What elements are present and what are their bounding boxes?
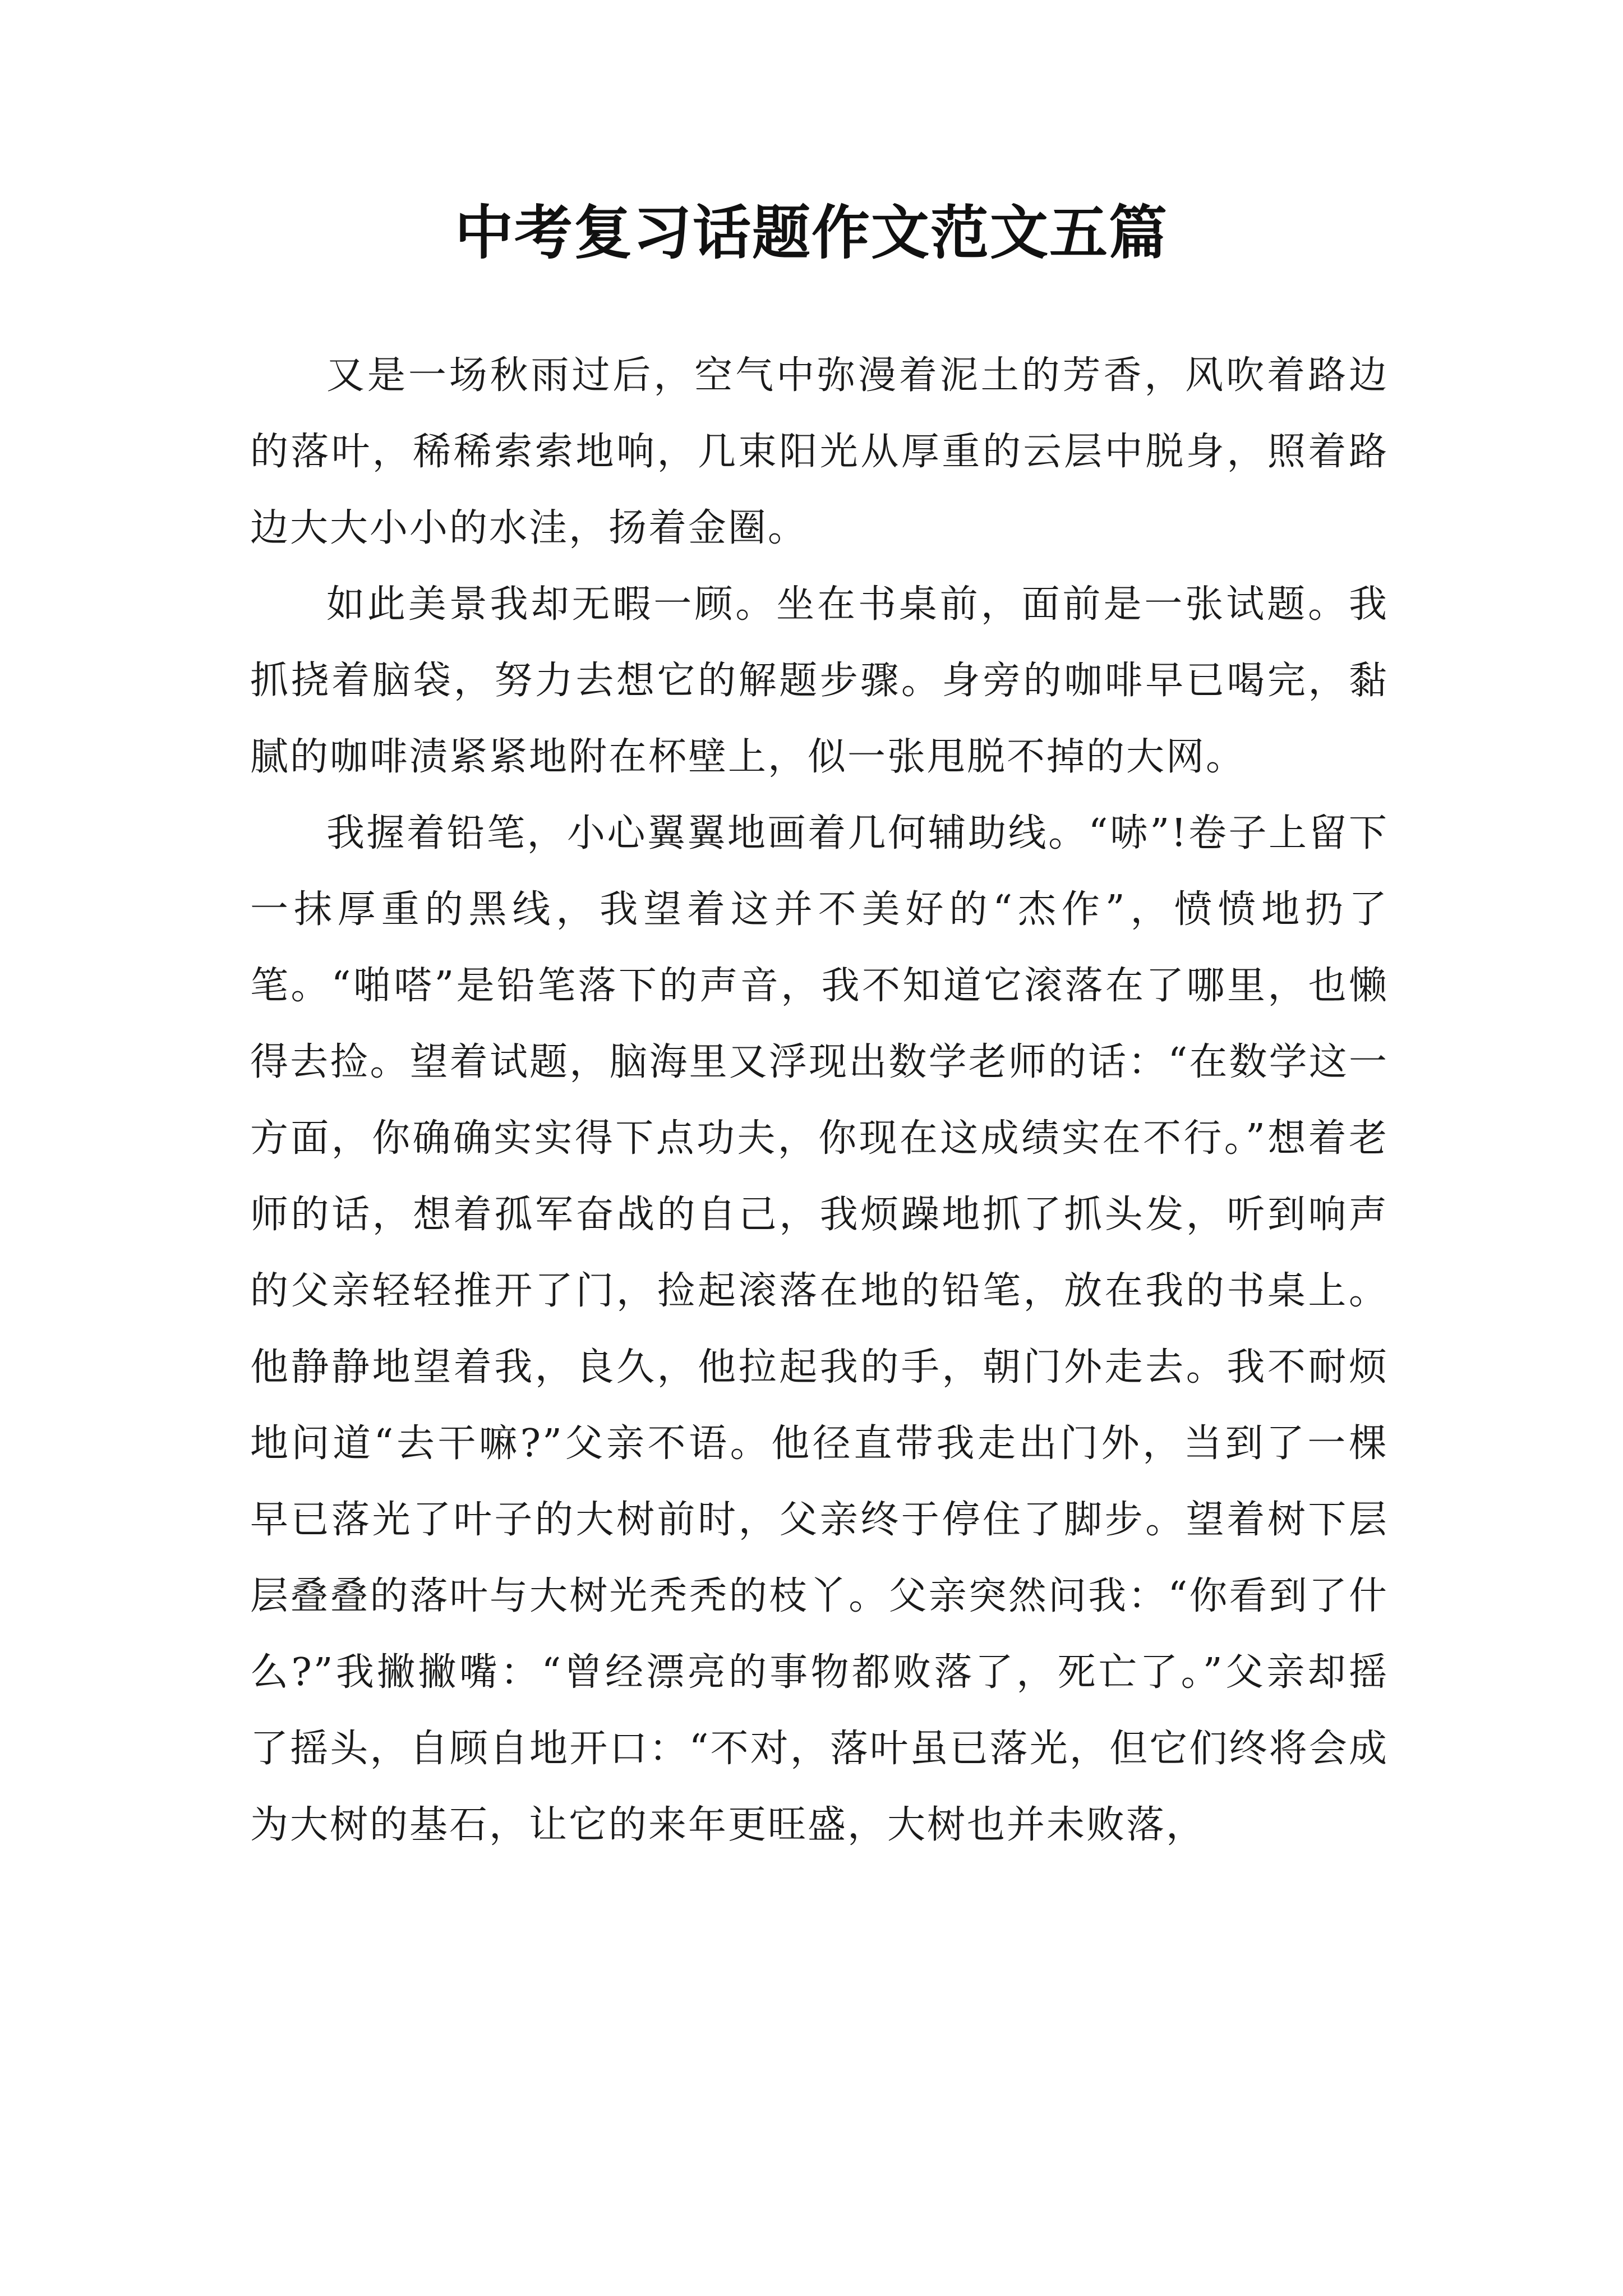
document-title: 中考复习话题作文范文五篇 [454,198,1168,267]
paragraph: 如此美景我却无暇一顾。坐在书桌前，面前是一张试题。我抓挠着脑袋，努力去想它的解题步骤。身旁的咖啡早已喝完，黏腻的咖啡渍紧紧地附在杯壁上，似一张甩脱不掉的大网。 [250,582,1389,779]
document-body [250,338,1389,1864]
paragraph: 我握着铅笔，小心翼翼地画着几何辅助线。“哧”!卷子上留下一抹厚重的黑线，我望着这并不美好的“杰作”，愤愤地扔了笔。“啪嗒”是铅笔落下的声音，我不知道它滚落在了哪里，也懒得去捡。望着试题，脑海里又浮现出数学老师的话：“在数学这一方面，你确确实实得下点功夫，你现在这成绩实在不行。”想着老师的话，想着孤军奋战的自己，我烦躁地抓了抓头发，听到响声的父亲轻轻推开了门，捡起滚落在地的铅笔，放在我的书桌上。他静静地望着我，良久，他拉起我的手，朝门外走去。我不耐烦地问道“去干嘛?”父亲不语。他径直带我走出门外，当到了一棵早已落光了叶子的大树前时，父亲终于停住了脚步。望着树下层层叠叠的落叶与大树光秃秃的枝丫。父亲突然问我：“你看到了什么?”我撇撇嘴：“曾经漂亮的事物都败落了，死亡了。”父亲却摇了摇头，自顾自地开口：“不对，落叶虽已落光，但它们终将会成为大树的基石，让它的来年更旺盛，大树也并未败落， [250,811,1389,1847]
paragraph: 又是一场秋雨过后，空气中弥漫着泥土的芳香，风吹着路边的落叶，稀稀索索地响，几束阳光从厚重的云层中脱身，照着路边大大小小的水洼，扬着金圈。 [250,353,1389,550]
